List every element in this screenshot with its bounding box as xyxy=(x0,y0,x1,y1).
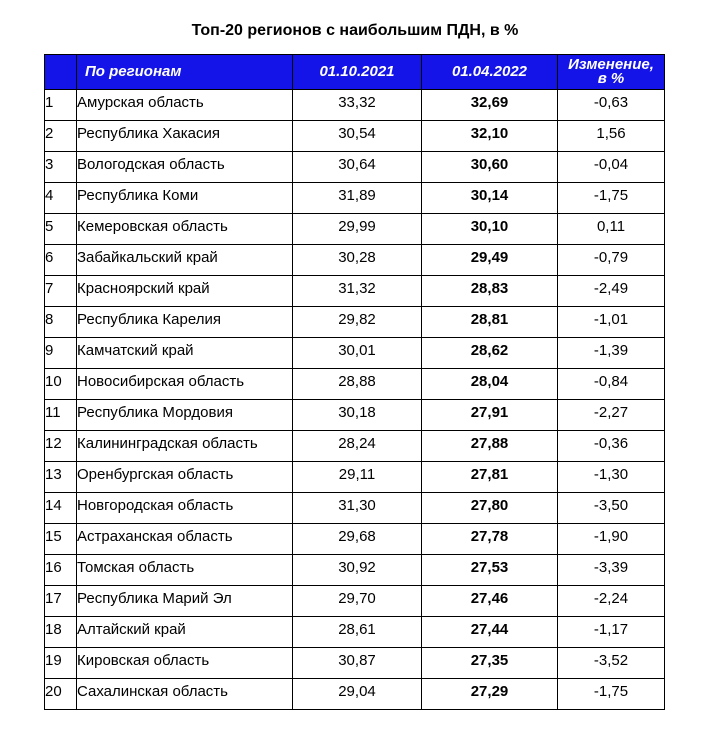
table-row xyxy=(45,369,665,400)
value-date2: 28,04 xyxy=(422,369,558,400)
value-change: -0,79 xyxy=(558,245,665,276)
value-date2: 30,10 xyxy=(422,214,558,245)
row-number: 19 xyxy=(45,648,77,679)
table-body xyxy=(45,90,665,710)
value-change: -3,50 xyxy=(558,493,665,524)
row-number: 3 xyxy=(45,152,77,183)
header-num xyxy=(45,55,77,90)
value-date1: 29,04 xyxy=(293,679,422,710)
row-number: 20 xyxy=(45,679,77,710)
row-number: 2 xyxy=(45,121,77,152)
table-row xyxy=(45,90,665,121)
value-change: 1,56 xyxy=(558,121,665,152)
value-date2: 27,46 xyxy=(422,586,558,617)
value-date2: 27,35 xyxy=(422,648,558,679)
value-date2: 27,80 xyxy=(422,493,558,524)
header-region: По регионам xyxy=(77,55,293,90)
table-row xyxy=(45,617,665,648)
page-title: Топ-20 регионов с наибольшим ПДН, в % xyxy=(191,22,519,39)
header-change xyxy=(558,55,665,90)
region-name: Вологодская область xyxy=(77,152,293,183)
header-change-line1: Изменение, xyxy=(568,56,654,73)
value-date1: 30,28 xyxy=(293,245,422,276)
table-row xyxy=(45,307,665,338)
value-date1: 29,70 xyxy=(293,586,422,617)
region-name: Забайкальский край xyxy=(77,245,293,276)
value-date1: 29,99 xyxy=(293,214,422,245)
value-change: 0,11 xyxy=(558,214,665,245)
table-row xyxy=(45,400,665,431)
table-header-row xyxy=(45,55,665,90)
region-name: Красноярский край xyxy=(77,276,293,307)
region-name: Сахалинская область xyxy=(77,679,293,710)
value-change: -2,27 xyxy=(558,400,665,431)
row-number: 6 xyxy=(45,245,77,276)
value-date1: 31,30 xyxy=(293,493,422,524)
row-number: 4 xyxy=(45,183,77,214)
table-row xyxy=(45,214,665,245)
value-date1: 31,32 xyxy=(293,276,422,307)
row-number: 13 xyxy=(45,462,77,493)
table-row xyxy=(45,586,665,617)
table-row xyxy=(45,245,665,276)
value-date2: 27,44 xyxy=(422,617,558,648)
value-date1: 30,01 xyxy=(293,338,422,369)
value-date1: 29,11 xyxy=(293,462,422,493)
table-row xyxy=(45,431,665,462)
value-change: -1,90 xyxy=(558,524,665,555)
value-change: -2,24 xyxy=(558,586,665,617)
row-number: 5 xyxy=(45,214,77,245)
value-change: -1,17 xyxy=(558,617,665,648)
value-change: -0,36 xyxy=(558,431,665,462)
value-date2: 27,88 xyxy=(422,431,558,462)
value-change: -2,49 xyxy=(558,276,665,307)
value-date1: 31,89 xyxy=(293,183,422,214)
table-row xyxy=(45,648,665,679)
value-date2: 28,81 xyxy=(422,307,558,338)
value-date1: 28,24 xyxy=(293,431,422,462)
value-change: -1,75 xyxy=(558,183,665,214)
table-row xyxy=(45,462,665,493)
value-change: -3,39 xyxy=(558,555,665,586)
table-row xyxy=(45,276,665,307)
region-name: Новосибирская область xyxy=(77,369,293,400)
regions-table xyxy=(44,54,665,710)
value-date2: 28,62 xyxy=(422,338,558,369)
value-date2: 27,78 xyxy=(422,524,558,555)
value-date2: 30,14 xyxy=(422,183,558,214)
table-row xyxy=(45,152,665,183)
value-date1: 30,87 xyxy=(293,648,422,679)
value-date1: 30,18 xyxy=(293,400,422,431)
region-name: Томская область xyxy=(77,555,293,586)
row-number: 16 xyxy=(45,555,77,586)
row-number: 15 xyxy=(45,524,77,555)
row-number: 9 xyxy=(45,338,77,369)
table-row xyxy=(45,338,665,369)
value-date2: 28,83 xyxy=(422,276,558,307)
table-row xyxy=(45,679,665,710)
region-name: Новгородская область xyxy=(77,493,293,524)
row-number: 1 xyxy=(45,90,77,121)
value-date1: 30,64 xyxy=(293,152,422,183)
value-date1: 29,82 xyxy=(293,307,422,338)
value-date1: 29,68 xyxy=(293,524,422,555)
row-number: 10 xyxy=(45,369,77,400)
region-name: Камчатский край xyxy=(77,338,293,369)
table-row xyxy=(45,524,665,555)
value-change: -1,01 xyxy=(558,307,665,338)
value-date2: 27,91 xyxy=(422,400,558,431)
table-row xyxy=(45,555,665,586)
value-date2: 32,10 xyxy=(422,121,558,152)
value-change: -3,52 xyxy=(558,648,665,679)
row-number: 8 xyxy=(45,307,77,338)
header-date2: 01.04.2022 xyxy=(422,55,558,90)
value-date1: 30,54 xyxy=(293,121,422,152)
value-change: -0,63 xyxy=(558,90,665,121)
value-date2: 32,69 xyxy=(422,90,558,121)
region-name: Республика Карелия xyxy=(77,307,293,338)
value-change: -0,84 xyxy=(558,369,665,400)
value-change: -0,04 xyxy=(558,152,665,183)
region-name: Калининградская область xyxy=(77,431,293,462)
value-date1: 28,88 xyxy=(293,369,422,400)
region-name: Республика Хакасия xyxy=(77,121,293,152)
row-number: 11 xyxy=(45,400,77,431)
header-change-line2: в % xyxy=(597,70,625,87)
value-change: -1,30 xyxy=(558,462,665,493)
table-row xyxy=(45,493,665,524)
value-change: -1,75 xyxy=(558,679,665,710)
region-name: Республика Коми xyxy=(77,183,293,214)
table-row xyxy=(45,183,665,214)
value-date2: 29,49 xyxy=(422,245,558,276)
value-change: -1,39 xyxy=(558,338,665,369)
region-name: Республика Мордовия xyxy=(77,400,293,431)
value-date1: 28,61 xyxy=(293,617,422,648)
region-name: Кемеровская область xyxy=(77,214,293,245)
row-number: 12 xyxy=(45,431,77,462)
value-date1: 30,92 xyxy=(293,555,422,586)
row-number: 18 xyxy=(45,617,77,648)
region-name: Республика Марий Эл xyxy=(77,586,293,617)
region-name: Алтайский край xyxy=(77,617,293,648)
value-date2: 27,53 xyxy=(422,555,558,586)
value-date2: 30,60 xyxy=(422,152,558,183)
header-date1: 01.10.2021 xyxy=(293,55,422,90)
row-number: 7 xyxy=(45,276,77,307)
region-name: Амурская область xyxy=(77,90,293,121)
region-name: Кировская область xyxy=(77,648,293,679)
value-date2: 27,29 xyxy=(422,679,558,710)
region-name: Оренбургская область xyxy=(77,462,293,493)
row-number: 14 xyxy=(45,493,77,524)
value-date1: 33,32 xyxy=(293,90,422,121)
value-date2: 27,81 xyxy=(422,462,558,493)
region-name: Астраханская область xyxy=(77,524,293,555)
row-number: 17 xyxy=(45,586,77,617)
table-row xyxy=(45,121,665,152)
